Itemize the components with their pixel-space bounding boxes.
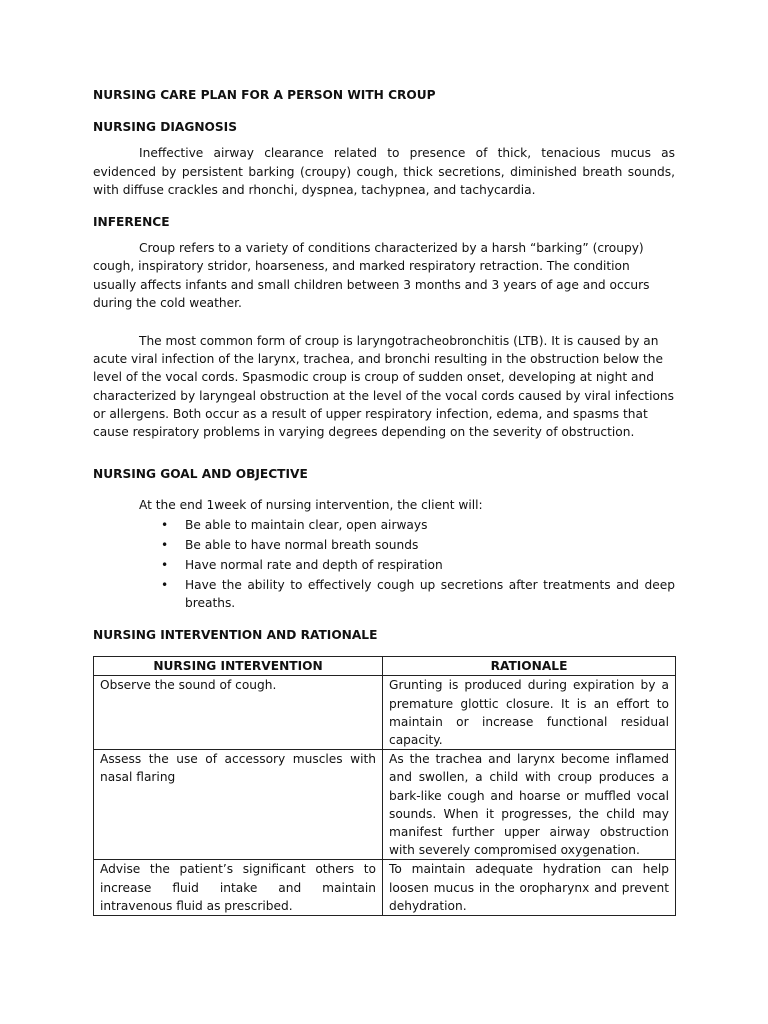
goal-heading: NURSING GOAL AND OBJECTIVE bbox=[93, 467, 308, 482]
table-header-row bbox=[94, 657, 676, 676]
intervention-cell: Observe the sound of cough. bbox=[94, 676, 383, 750]
inference-paragraph-2: The most common form of croup is laryngotracheobronchitis (LTB). It is caused by an acute viral infection of the larynx, trachea, and bronchi resulting in the obstruction below the level of the vocal cords. Spasmodic croup is croup of sudden onset, developing at night and characterized by laryngeal obstruction at the level of the vocal cords caused by viral infections or allergens. Both occur as a result of upper respiratory infection, edema, and spasms that cause respiratory problems in varying degrees depending on the severity of obstruction. bbox=[93, 334, 674, 440]
goal-item-text: Be able to have normal breath sounds bbox=[185, 538, 419, 553]
goal-item bbox=[161, 536, 675, 554]
table-row bbox=[94, 860, 676, 916]
rationale-cell: To maintain adequate hydration can help loosen mucus in the oropharynx and prevent dehydration. bbox=[383, 860, 676, 916]
goal-intro: At the end 1week of nursing intervention, the client will: bbox=[139, 498, 483, 513]
bullet-icon: • bbox=[161, 538, 169, 553]
goal-item bbox=[161, 576, 675, 612]
diagnosis-text: Ineffective airway clearance related to presence of thick, tenacious mucus as evidenced by persistent barking (croupy) cough, thick secretions, diminished breath sounds, with diffuse crackles and rhonchi, dyspnea, tachypnea, and tachycardia. bbox=[93, 146, 675, 197]
goal-item bbox=[161, 516, 675, 534]
document-title: NURSING CARE PLAN FOR A PERSON WITH CROUP bbox=[93, 88, 436, 102]
column-header-intervention: NURSING INTERVENTION bbox=[94, 657, 383, 676]
goal-item bbox=[161, 556, 675, 574]
goal-list bbox=[93, 516, 675, 612]
bullet-icon: • bbox=[161, 518, 169, 533]
goal-item-text: Have the ability to effectively cough up secretions after treatments and deep breaths. bbox=[185, 577, 675, 610]
rationale-cell: Grunting is produced during expiration by a premature glottic closure. It is an effort to maintain or increase functional residual capacity. bbox=[383, 676, 676, 750]
column-header-rationale: RATIONALE bbox=[383, 657, 676, 676]
rationale-cell: As the trachea and larynx become inflamed and swollen, a child with croup produces a bark-like cough and hoarse or muffled vocal sounds. When it progresses, the child may manifest further upper airway obstruction with severely compromised oxygenation. bbox=[383, 750, 676, 860]
table-row bbox=[94, 750, 676, 860]
inference-paragraph-1: Croup refers to a variety of conditions characterized by a harsh “barking” (croupy) cough, inspiratory stridor, hoarseness, and marked respiratory retraction. The condition usually affects infants and small children between 3 months and 3 years of age and occurs during the cold weather. bbox=[93, 241, 650, 310]
goal-item-text: Have normal rate and depth of respiration bbox=[185, 557, 443, 572]
goal-item-text: Be able to maintain clear, open airways bbox=[185, 518, 428, 533]
table-row bbox=[94, 676, 676, 750]
bullet-icon: • bbox=[161, 577, 169, 592]
document-page bbox=[93, 86, 675, 916]
intervention-cell: Assess the use of accessory muscles with nasal flaring bbox=[94, 750, 383, 860]
diagnosis-heading: NURSING DIAGNOSIS bbox=[93, 120, 237, 135]
intervention-cell: Advise the patient’s significant others to increase fluid intake and maintain intravenous fluid as prescribed. bbox=[94, 860, 383, 916]
intervention-heading: NURSING INTERVENTION AND RATIONALE bbox=[93, 628, 378, 643]
inference-heading: INFERENCE bbox=[93, 215, 170, 230]
bullet-icon: • bbox=[161, 557, 169, 572]
intervention-table bbox=[93, 656, 676, 916]
